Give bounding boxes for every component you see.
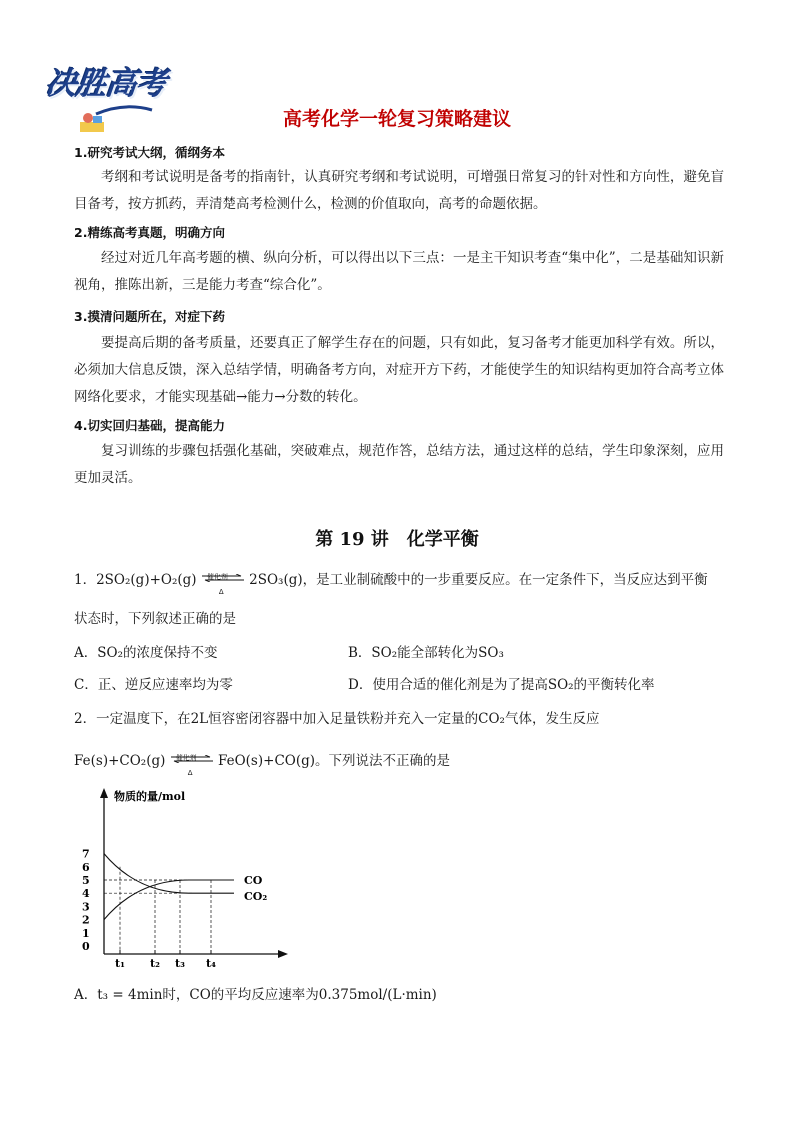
q1-option-c[interactable]: C．正、逆反应速率均为零 [74, 677, 233, 693]
catalyst-label: 催化剂 [206, 573, 228, 581]
section-4-body: 复习训练的步骤包括强化基础，突破难点，规范作答，总结方法，通过这样的总结，学生印象深刻，应用更加灵活。 [74, 443, 724, 486]
question-1-rhs: 2SO₃(g) [249, 572, 303, 588]
co-curve [104, 880, 234, 920]
chapter-title: 第 19 讲 化学平衡 [315, 529, 479, 550]
x-tick-label: t₄ [206, 957, 216, 970]
heat-label: Δ [187, 769, 193, 777]
y-tick-label: 1 [82, 926, 90, 940]
y-tick-label: 0 [82, 940, 90, 953]
x-tick-label: t₃ [175, 957, 185, 970]
section-1-body: 考纲和考试说明是备考的指南针，认真研究考纲和考试说明，可增强日常复习的针对性和方向性，避免盲目备考，按方抓药，弄清楚高考检测什么，检测的价值取向，高考的命题依据。 [74, 169, 724, 212]
section-2-body: 经过对近几年高考题的横、纵向分析，可以得出以下三点：一是主干知识考查“集中化”，二是基础知识新视角，推陈出新，三是能力考查“综合化”。 [74, 250, 724, 293]
question-2-lhs: Fe(s)+CO₂(g) [74, 753, 166, 769]
catalyst-label: 催化剂 [175, 754, 197, 762]
section-3-heading: 3.摸清问题所在，对症下药 [74, 309, 225, 324]
co-series-label: CO [244, 874, 263, 887]
q1-option-d[interactable]: D．使用合适的催化剂是为了提高SO₂的平衡转化率 [348, 677, 655, 693]
equilibrium-arrow-icon [170, 750, 214, 777]
co2-curve [104, 854, 234, 894]
y-tick-label: 5 [82, 874, 90, 887]
y-tick-label: 3 [82, 900, 90, 914]
section-1-heading: 1.研究考试大纲，循纲务本 [74, 145, 225, 160]
q1-option-b[interactable]: B．SO₂能全部转化为SO₃ [348, 645, 504, 661]
question-1-lhs: 2SO₂(g)+O₂(g) [96, 572, 197, 588]
y-tick-label: 6 [82, 860, 90, 874]
question-1-stem [74, 569, 708, 596]
logo-text: 决胜高考 [43, 66, 168, 102]
amount-vs-time-chart [74, 784, 294, 974]
y-axis-label: 物质的量/mol [114, 790, 186, 803]
question-2-tail: 。下列说法不正确的是 [315, 753, 451, 769]
question-1-tail: ，是工业制硫酸中的一步重要反应。在一定条件下，当反应达到平衡 [302, 572, 708, 588]
y-tick-label: 7 [82, 847, 90, 861]
equilibrium-arrow-icon [201, 569, 245, 596]
y-axis-arrow-icon [100, 788, 108, 798]
heat-label: Δ [218, 588, 224, 596]
q1-option-a[interactable]: A．SO₂的浓度保持不变 [74, 645, 218, 661]
question-1-line2: 状态时，下列叙述正确的是 [74, 611, 236, 627]
section-4-heading: 4.切实回归基础，提高能力 [74, 418, 225, 433]
y-tick-label: 2 [82, 913, 90, 927]
x-tick-label: t₂ [150, 957, 160, 970]
x-axis-arrow-icon [278, 950, 288, 958]
document-title: 高考化学一轮复习策略建议 [282, 108, 511, 130]
section-3-body: 要提高后期的备考质量，还要真正了解学生存在的问题，只有如此，复习备考才能更加科学有效。所以，必须加大信息反馈，深入总结学情，明确备考方向，对症开方下药，才能使学生的知识结构更加符合高考立体网络化要求，才能实现基础→能力→分数的转化。 [74, 335, 724, 405]
q2-option-a[interactable]: A．t₃ = 4min时，CO的平均反应速率为0.375mol/(L·min) [74, 987, 437, 1003]
question-2-line1: 2．一定温度下，在2L恒容密闭容器中加入足量铁粉并充入一定量的CO₂气体，发生反应 [74, 711, 600, 727]
question-1-number: 1． [74, 572, 97, 588]
y-tick-label: 4 [82, 887, 90, 901]
question-2-equation [74, 750, 451, 777]
co2-series-label: CO₂ [244, 890, 268, 904]
question-2-rhs: FeO(s)+CO(g) [217, 753, 316, 769]
section-2-heading: 2.精练高考真题，明确方向 [74, 225, 225, 240]
x-tick-label: t₁ [115, 957, 125, 970]
